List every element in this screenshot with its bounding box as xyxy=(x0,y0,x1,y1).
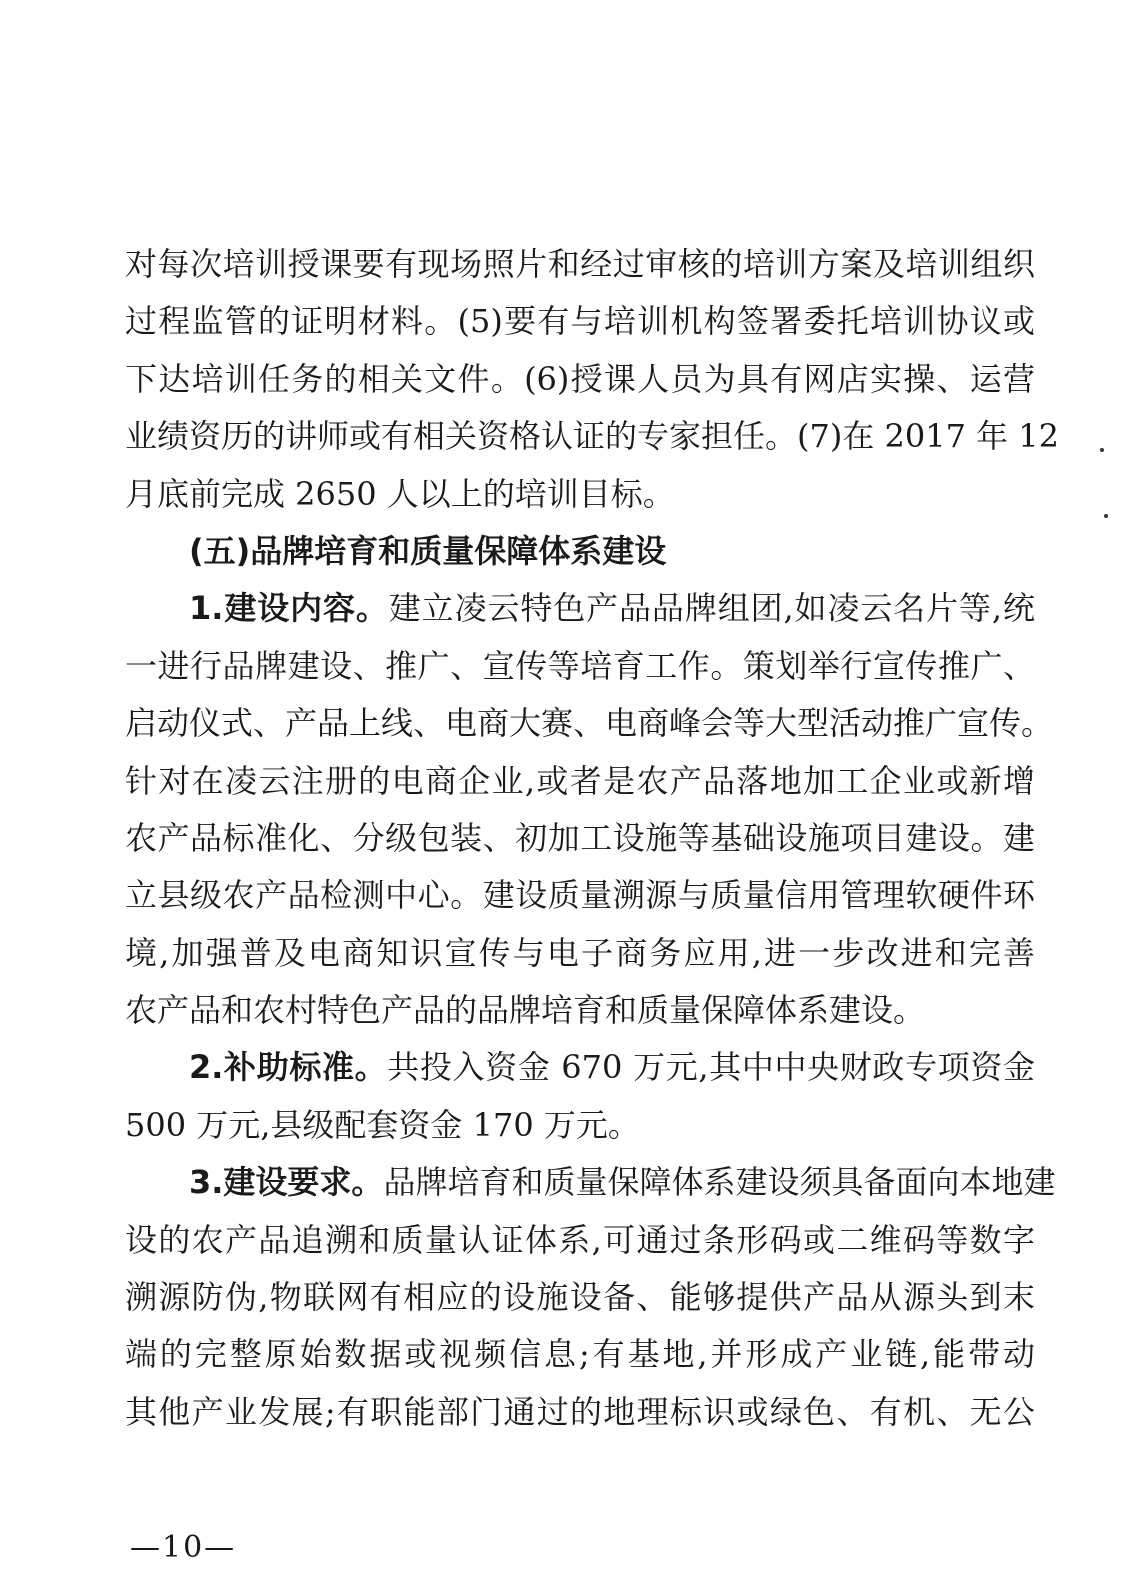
paragraph-line: 农产品和农村特色产品的品牌培育和质量保障体系建设。 xyxy=(125,991,926,1030)
paragraph-line: 业绩资历的讲师或有相关资格认证的专家担任。(7)在 2017 年 12 xyxy=(125,417,1060,456)
scan-speck xyxy=(1100,448,1104,452)
scan-speck xyxy=(1104,514,1108,518)
item-label: 2.补助标准。 xyxy=(189,1048,388,1087)
paragraph-line: 针对在凌云注册的电商企业,或者是农产品落地加工企业或新增 xyxy=(125,761,1035,800)
paragraph-line: 境,加强普及电商知识宣传与电子商务应用,进一步改进和完善 xyxy=(125,933,1035,972)
item-text: 共投入资金 670 万元,其中中央财政专项资金 xyxy=(387,1048,1035,1087)
paragraph-line: 月底前完成 2650 人以上的培训目标。 xyxy=(125,474,675,513)
paragraph-line xyxy=(125,1039,1035,1096)
paragraph-line: 对每次培训授课要有现场照片和经过审核的培训方案及培训组织 xyxy=(125,245,1035,283)
paragraph-line: 立县级农产品检测中心。建设质量溯源与质量信用管理软硬件环 xyxy=(125,876,1035,915)
item-text: 品牌培育和质量保障体系建设须具备面向本地建 xyxy=(383,1163,1056,1202)
paragraph-line: 500 万元,县级配套资金 170 万元。 xyxy=(125,1105,640,1144)
paragraph-line: 启动仪式、产品上线、电商大赛、电商峰会等大型活动推广宣传。 xyxy=(125,704,1054,743)
paragraph-line: 农产品标准化、分级包装、初加工设施等基础设施项目建设。建 xyxy=(125,818,1035,857)
item-text: 建立凌云特色产品品牌组团,如凌云名片等,统 xyxy=(388,589,1035,628)
paragraph-line: 下达培训任务的相关文件。(6)授课人员为具有网店实操、运营 xyxy=(125,359,1035,398)
paragraph-line: 溯源防伪,物联网有相应的设施设备、能够提供产品从源头到末 xyxy=(125,1278,1035,1317)
page-number: —10— xyxy=(130,1530,237,1565)
section-heading: (五)品牌培育和质量保障体系建设 xyxy=(189,531,667,570)
item-label: 3.建设要求。 xyxy=(189,1163,384,1202)
body-text xyxy=(125,236,1060,1441)
paragraph-line: 过程监管的证明材料。(5)要有与培训机构签署委托培训协议或 xyxy=(125,302,1035,341)
paragraph-line: 端的完整原始数据或视频信息;有基地,并形成产业链,能带动 xyxy=(125,1335,1035,1374)
paragraph-line: 设的农产品追溯和质量认证体系,可通过条形码或二维码等数字 xyxy=(125,1220,1035,1259)
item-label: 1.建设内容。 xyxy=(189,589,389,628)
paragraph-line: 其他产业发展;有职能部门通过的地理标识或绿色、有机、无公 xyxy=(125,1392,1035,1431)
paragraph-line: 一进行品牌建设、推广、宣传等培育工作。策划举行宣传推广、 xyxy=(125,646,1035,685)
paragraph-line xyxy=(125,1154,1056,1211)
paragraph-line xyxy=(125,580,1035,637)
